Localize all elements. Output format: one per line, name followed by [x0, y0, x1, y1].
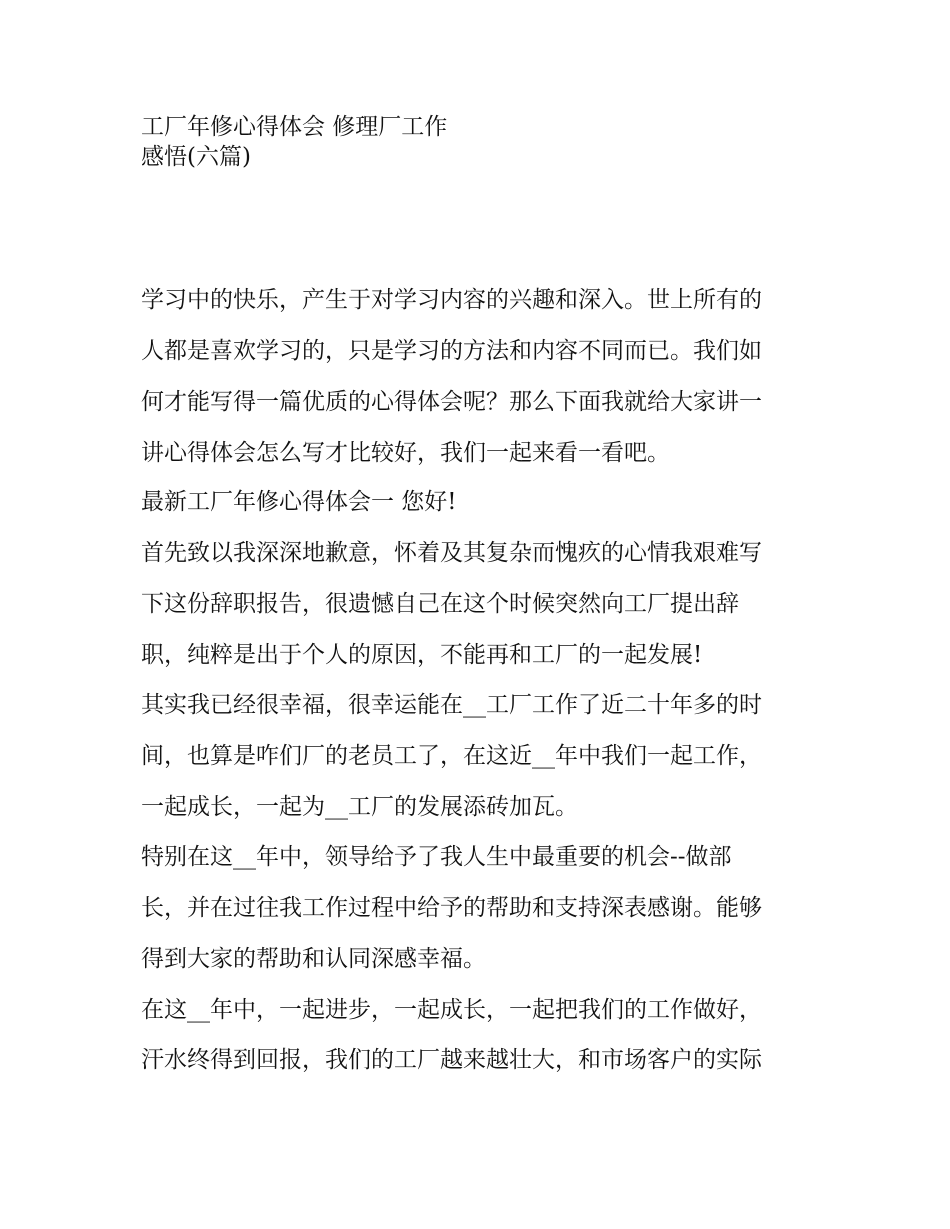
body-line: 下这份辞职报告，很遗憾自己在这个时候突然向工厂提出辞	[141, 591, 739, 617]
body-line: 在这__年中，一起进步，一起成长，一起把我们的工作做好，	[141, 997, 762, 1023]
body-line: 何才能写得一篇优质的心得体会呢？那么下面我就给大家讲一	[141, 389, 762, 415]
body-line: 学习中的快乐，产生于对学习内容的兴趣和深入。世上所有的	[141, 287, 762, 313]
body-line: 讲心得体会怎么写才比较好，我们一起来看一看吧。	[141, 440, 670, 466]
body-line: 最新工厂年修心得体会一 您好!	[141, 489, 457, 515]
title-line-2: 感悟(六篇)	[141, 144, 251, 170]
body-line: 间，也算是咋们厂的老员工了，在这近__年中我们一起工作，	[141, 743, 762, 769]
title-line-1: 工厂年修心得体会 修理厂工作	[141, 114, 448, 140]
body-line: 得到大家的帮助和认同深感幸福。	[141, 946, 486, 972]
body-line: 汗水终得到回报，我们的工厂越来越壮大，和市场客户的实际	[141, 1047, 762, 1073]
body-line: 人都是喜欢学习的，只是学习的方法和内容不同而已。我们如	[141, 338, 762, 364]
body-line: 特别在这__年中，领导给予了我人生中最重要的机会--做部	[141, 844, 732, 870]
body-line: 一起成长，一起为__工厂的发展添砖加瓦。	[141, 794, 578, 820]
body-line: 职，纯粹是出于个人的原因，不能再和工厂的一起发展!	[141, 642, 703, 668]
document-title	[141, 112, 821, 172]
body-line: 首先致以我深深地歉意，怀着及其复杂而愧疚的心情我艰难写	[141, 540, 762, 566]
body-line: 长，并在过往我工作过程中给予的帮助和支持深表感谢。能够	[141, 895, 762, 921]
body-line: 其实我已经很幸福，很幸运能在__工厂工作了近二十年多的时	[141, 692, 762, 718]
